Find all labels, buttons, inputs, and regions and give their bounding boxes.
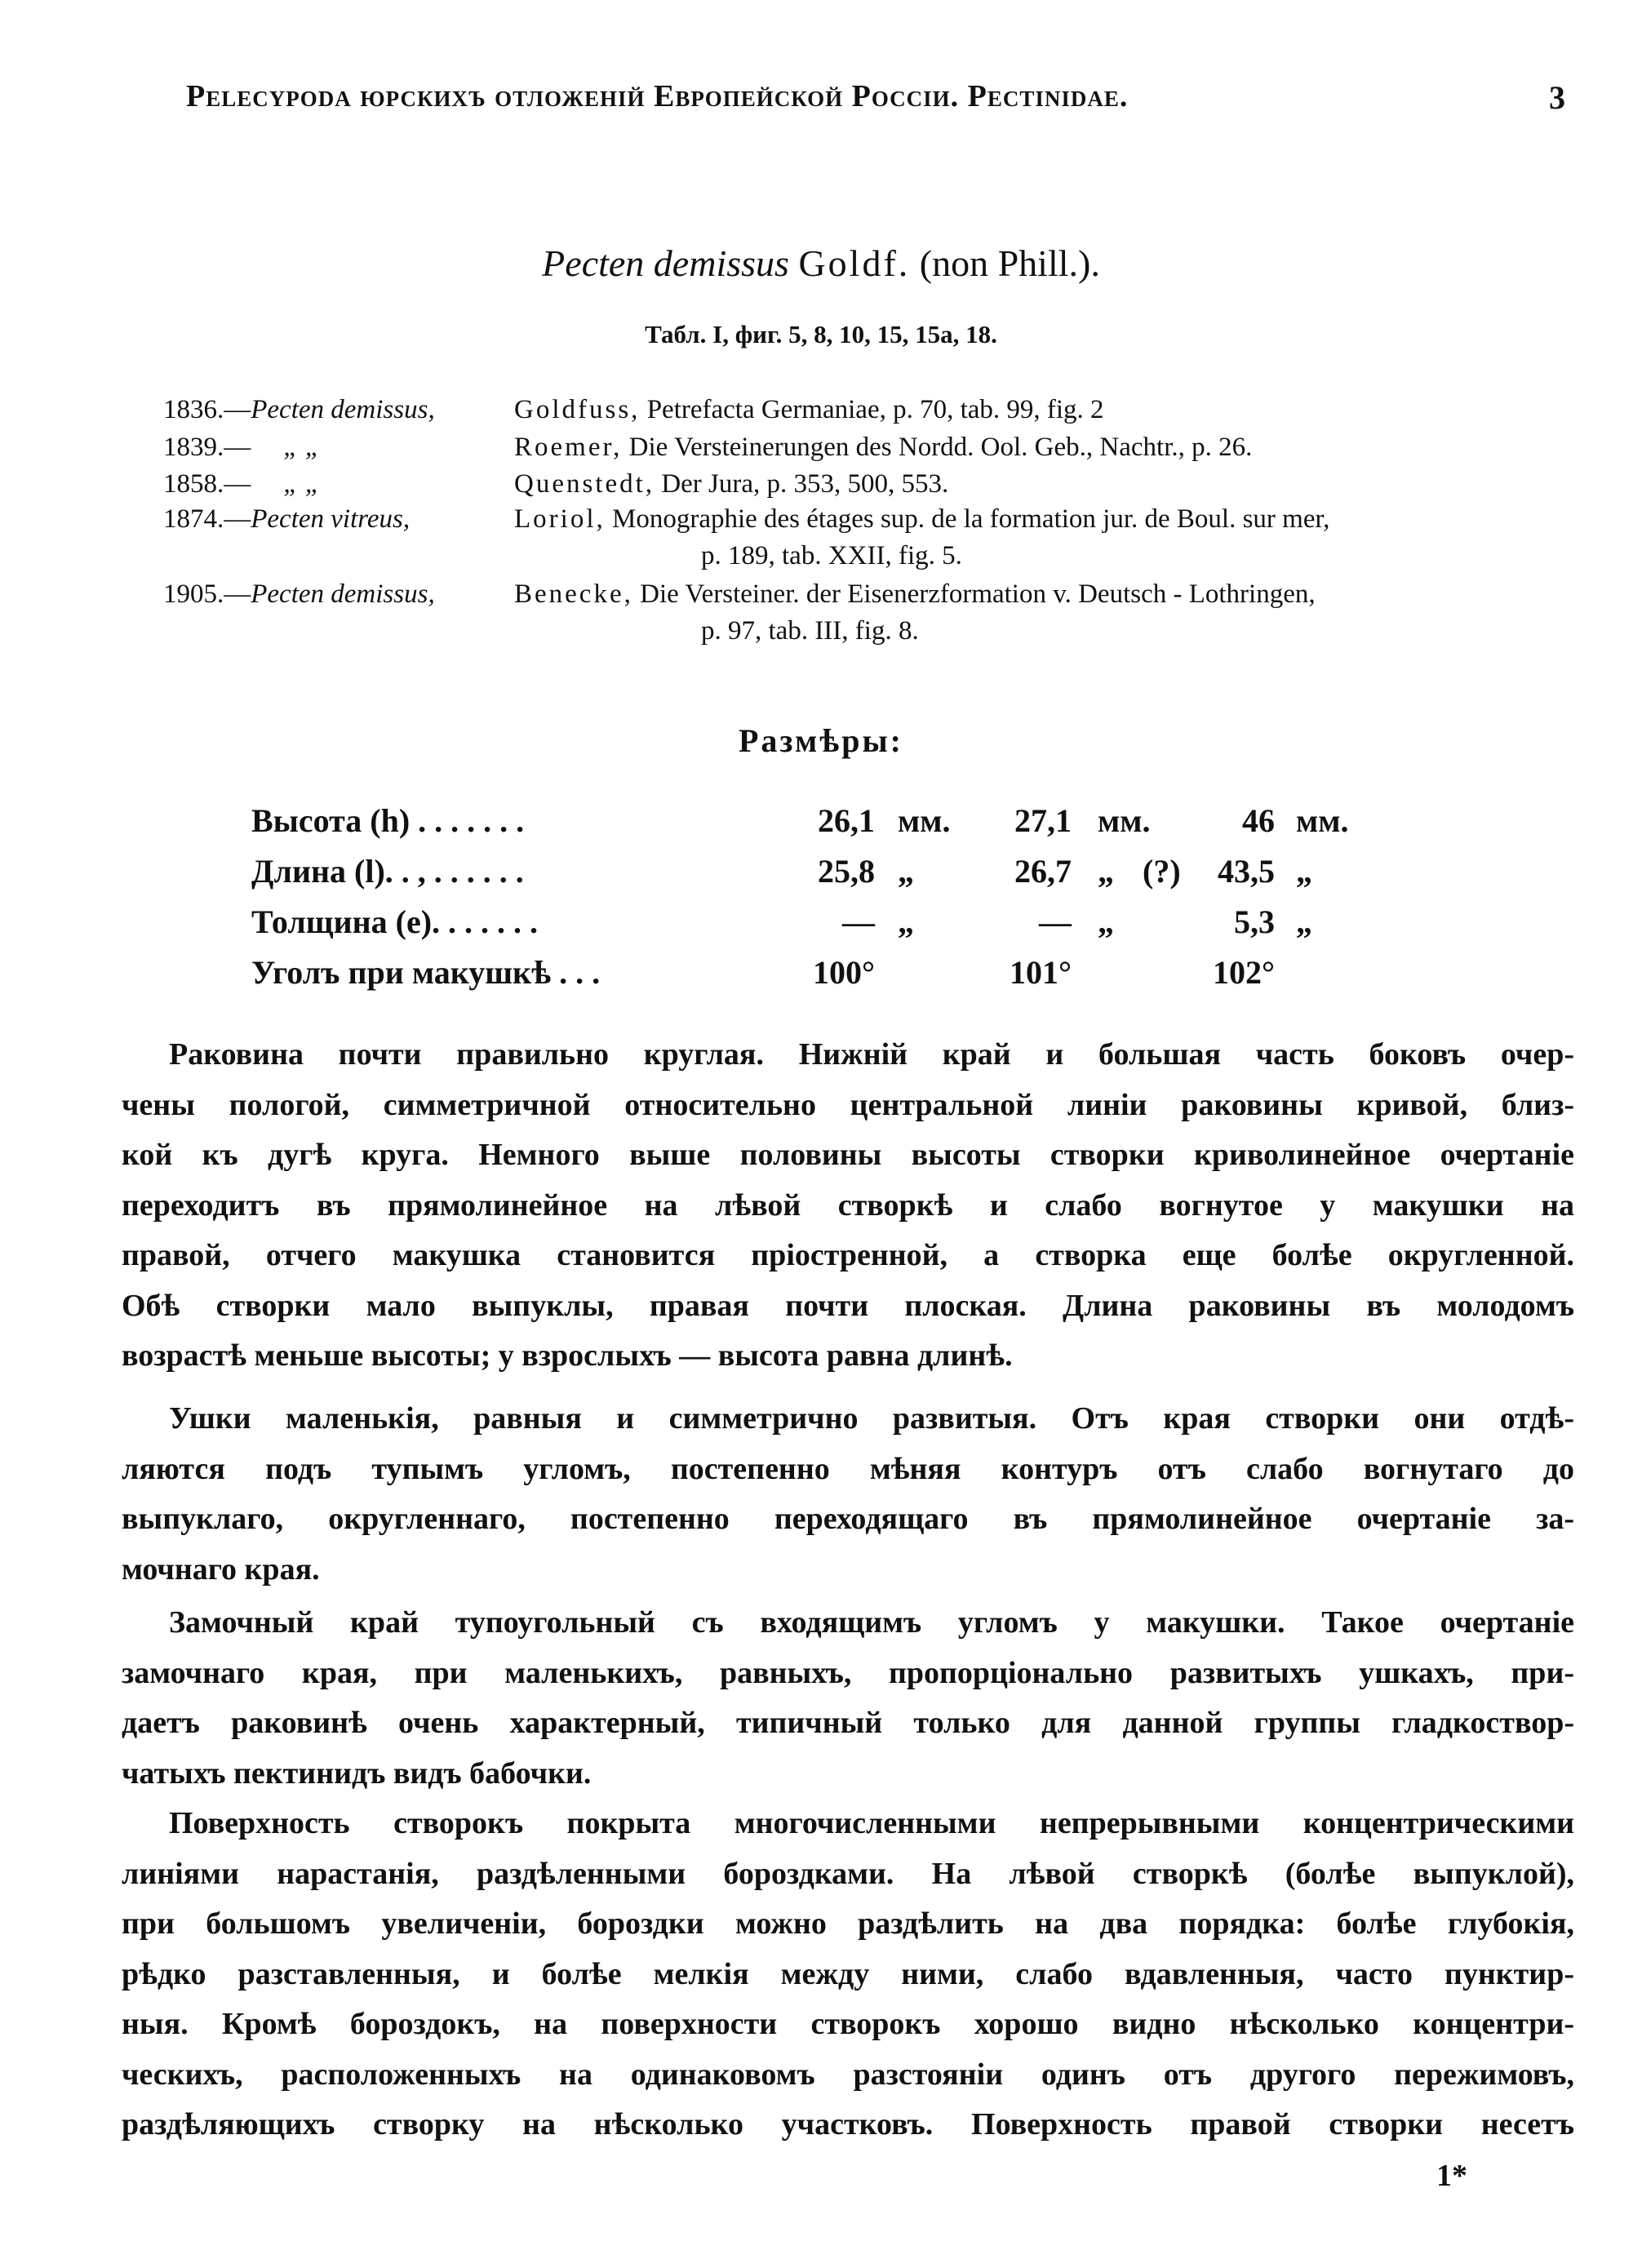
size-label: Толщина (e). . . . . . .	[251, 903, 539, 940]
synonymy-year: 1839.—	[163, 433, 251, 462]
size-query: (?)	[1143, 853, 1181, 890]
size-value-3: 102°	[1213, 954, 1275, 991]
size-unit-3: „	[1296, 853, 1312, 890]
size-value-3: 43,5	[1218, 853, 1275, 890]
paragraph-line: Замочный край тупоугольный съ входящимъ угломъ у макушки. Такое очертаніе	[169, 1605, 1574, 1640]
synonymy-entry	[163, 504, 410, 535]
paragraph-line: выпуклаго, округленнаго, постепенно переходящаго въ прямолинейное очертаніе за-	[122, 1502, 1574, 1536]
paragraph-line: рѣдко разставленныя, и болѣе мелкія между ними, слабо вдавленныя, часто пунктир-	[122, 1956, 1574, 1991]
species-author: Goldf.	[798, 242, 911, 284]
size-value-2: —	[1039, 903, 1072, 940]
paragraph-line: чены пологой, симметричной относительно центральной линіи раковины кривой, близ-	[122, 1087, 1574, 1122]
size-unit-3: мм.	[1296, 802, 1349, 839]
synonymy-author: Roemer,	[514, 433, 623, 462]
synonymy-entry	[163, 433, 320, 463]
synonymy-citation	[514, 433, 1252, 463]
synonymy-year: 1874.—	[163, 504, 251, 534]
paragraph-line: ческихъ, расположенныхъ на одинаковомъ разстояніи одинъ отъ другого пережимовъ,	[122, 2057, 1574, 2092]
paragraph-line: Ушки маленькія, равныя и симметрично развитыя. Отъ края створки они отдѣ-	[169, 1401, 1574, 1436]
synonymy-reference: Petrefacta Germaniae, p. 70, tab. 99, fig. 2	[646, 395, 1104, 424]
paragraph-line: замочнаго края, при маленькихъ, равныхъ, пропорціонально развитыхъ ушкахъ, при-	[122, 1655, 1574, 1690]
synonymy-continuation: p. 97, tab. III, fig. 8.	[701, 616, 919, 646]
synonymy-name: Pecten demissus,	[251, 579, 435, 609]
size-value-2: 101°	[1010, 954, 1072, 991]
synonymy-citation	[514, 469, 948, 499]
synonymy-entry	[163, 469, 320, 499]
paragraph-line: правой, отчего макушка становится пріостренной, а створка еще болѣе округленной.	[122, 1238, 1574, 1272]
signature-mark: 1*	[1436, 2159, 1467, 2193]
size-unit-2: „	[1098, 853, 1114, 890]
size-value-3: 46	[1242, 802, 1275, 839]
paragraph-line: линіями нарастанія, раздѣленными бороздками. На лѣвой створкѣ (болѣе выпуклой),	[122, 1856, 1574, 1891]
paragraph-line: переходитъ въ прямолинейное на лѣвой створкѣ и слабо вогнутое у макушки на	[122, 1187, 1574, 1223]
synonymy-continuation: p. 189, tab. XXII, fig. 5.	[701, 541, 962, 570]
paragraph-line: даетъ раковинѣ очень характерный, типичный только для данной группы гладкоствор-	[122, 1706, 1574, 1740]
paragraph-line: ляются подъ тупымъ угломъ, постепенно мѣняя контуръ отъ слабо вогнутаго до	[122, 1451, 1574, 1486]
sizes-heading: Размѣры:	[739, 722, 903, 759]
synonymy-author: Loriol,	[514, 504, 606, 534]
synonymy-name: Pecten demissus,	[251, 395, 435, 424]
size-unit-1: мм.	[898, 802, 951, 839]
synonymy-entry	[163, 395, 435, 425]
paragraph-line: при большомъ увеличеніи, бороздки можно раздѣлить на два порядка: болѣе глубокія,	[122, 1906, 1574, 1941]
synonymy-entry	[163, 579, 435, 610]
plate-reference: Табл. I, фиг. 5, 8, 10, 15, 15a, 18.	[645, 320, 997, 348]
synonymy-name: Pecten vitreus,	[251, 504, 410, 534]
paragraph-line: Обѣ створки мало выпуклы, правая почти плоская. Длина раковины въ молодомъ	[122, 1288, 1574, 1323]
paragraph-line: чатыхъ пектинидъ видъ бабочки.	[122, 1755, 592, 1791]
paragraph-line: кой къ дугѣ круга. Немного выше половины высоты створки криволинейное очертаніе	[122, 1138, 1574, 1172]
page-number: 3	[1549, 79, 1565, 116]
synonymy-year: 1836.—	[163, 395, 251, 424]
size-value-1: —	[842, 903, 875, 940]
size-label: Длина (l). . , . . . . . .	[251, 853, 524, 890]
synonymy-author: Benecke,	[514, 579, 633, 609]
paragraph-line: Поверхность створокъ покрыта многочисленными непрерывными концентрическими	[169, 1806, 1574, 1840]
synonymy-year: 1858.—	[163, 469, 251, 499]
paragraph-line: раздѣляющихъ створку на нѣсколько участковъ. Поверхность правой створки несетъ	[122, 2107, 1574, 2142]
synonymy-reference: Der Jura, p. 353, 500, 553.	[661, 469, 949, 499]
synonymy-year: 1905.—	[163, 579, 251, 609]
size-unit-3: „	[1296, 903, 1312, 940]
size-value-2: 26,7	[1014, 853, 1072, 890]
synonymy-name: „ „	[283, 469, 321, 499]
size-unit-2: „	[1098, 903, 1114, 940]
paragraph-line: мочнаго края.	[122, 1551, 320, 1587]
size-unit-1: „	[898, 853, 914, 890]
size-label: Высота (h) . . . . . . .	[251, 802, 525, 839]
paragraph-line: Раковина почти правильно круглая. Нижній край и большая часть боковъ очер-	[169, 1037, 1574, 1072]
synonymy-citation	[514, 504, 1329, 535]
running-header: Pelecypoda юрскихъ отложеній Европейской Россіи. Pectinidae.	[186, 79, 1129, 113]
synonymy-reference: Die Versteinerungen des Nordd. Ool. Geb., Nachtr., p. 26.	[628, 433, 1253, 462]
size-value-1: 25,8	[818, 853, 875, 890]
size-value-2: 27,1	[1014, 802, 1072, 839]
synonymy-reference: Monographie des étages sup. de la formation jur. de Boul. sur mer,	[611, 504, 1330, 534]
size-value-3: 5,3	[1234, 903, 1275, 940]
size-unit-1: „	[898, 903, 914, 940]
size-value-1: 26,1	[818, 802, 875, 839]
species-name: Pecten demissus	[542, 242, 789, 284]
synonymy-name: „ „	[283, 433, 321, 462]
species-note: (non Phill.).	[919, 242, 1100, 284]
paragraph-line: ныя. Кромѣ бороздокъ, на поверхности створокъ хорошо видно нѣсколько концентри-	[122, 2007, 1574, 2041]
size-label: Уголъ при макушкѣ . . .	[251, 954, 601, 991]
synonymy-citation	[514, 395, 1104, 425]
synonymy-reference: Die Versteiner. der Eisenerzformation v. Deutsch - Lothringen,	[640, 579, 1316, 609]
synonymy-citation	[514, 579, 1316, 610]
synonymy-author: Goldfuss,	[514, 395, 641, 424]
synonymy-author: Quenstedt,	[514, 469, 655, 499]
paragraph-line: возрастѣ меньше высоты; у взрослыхъ — высота равна длинѣ.	[122, 1338, 1013, 1373]
species-title	[0, 242, 1642, 285]
size-value-1: 100°	[813, 954, 875, 991]
size-unit-2: мм.	[1098, 802, 1151, 839]
